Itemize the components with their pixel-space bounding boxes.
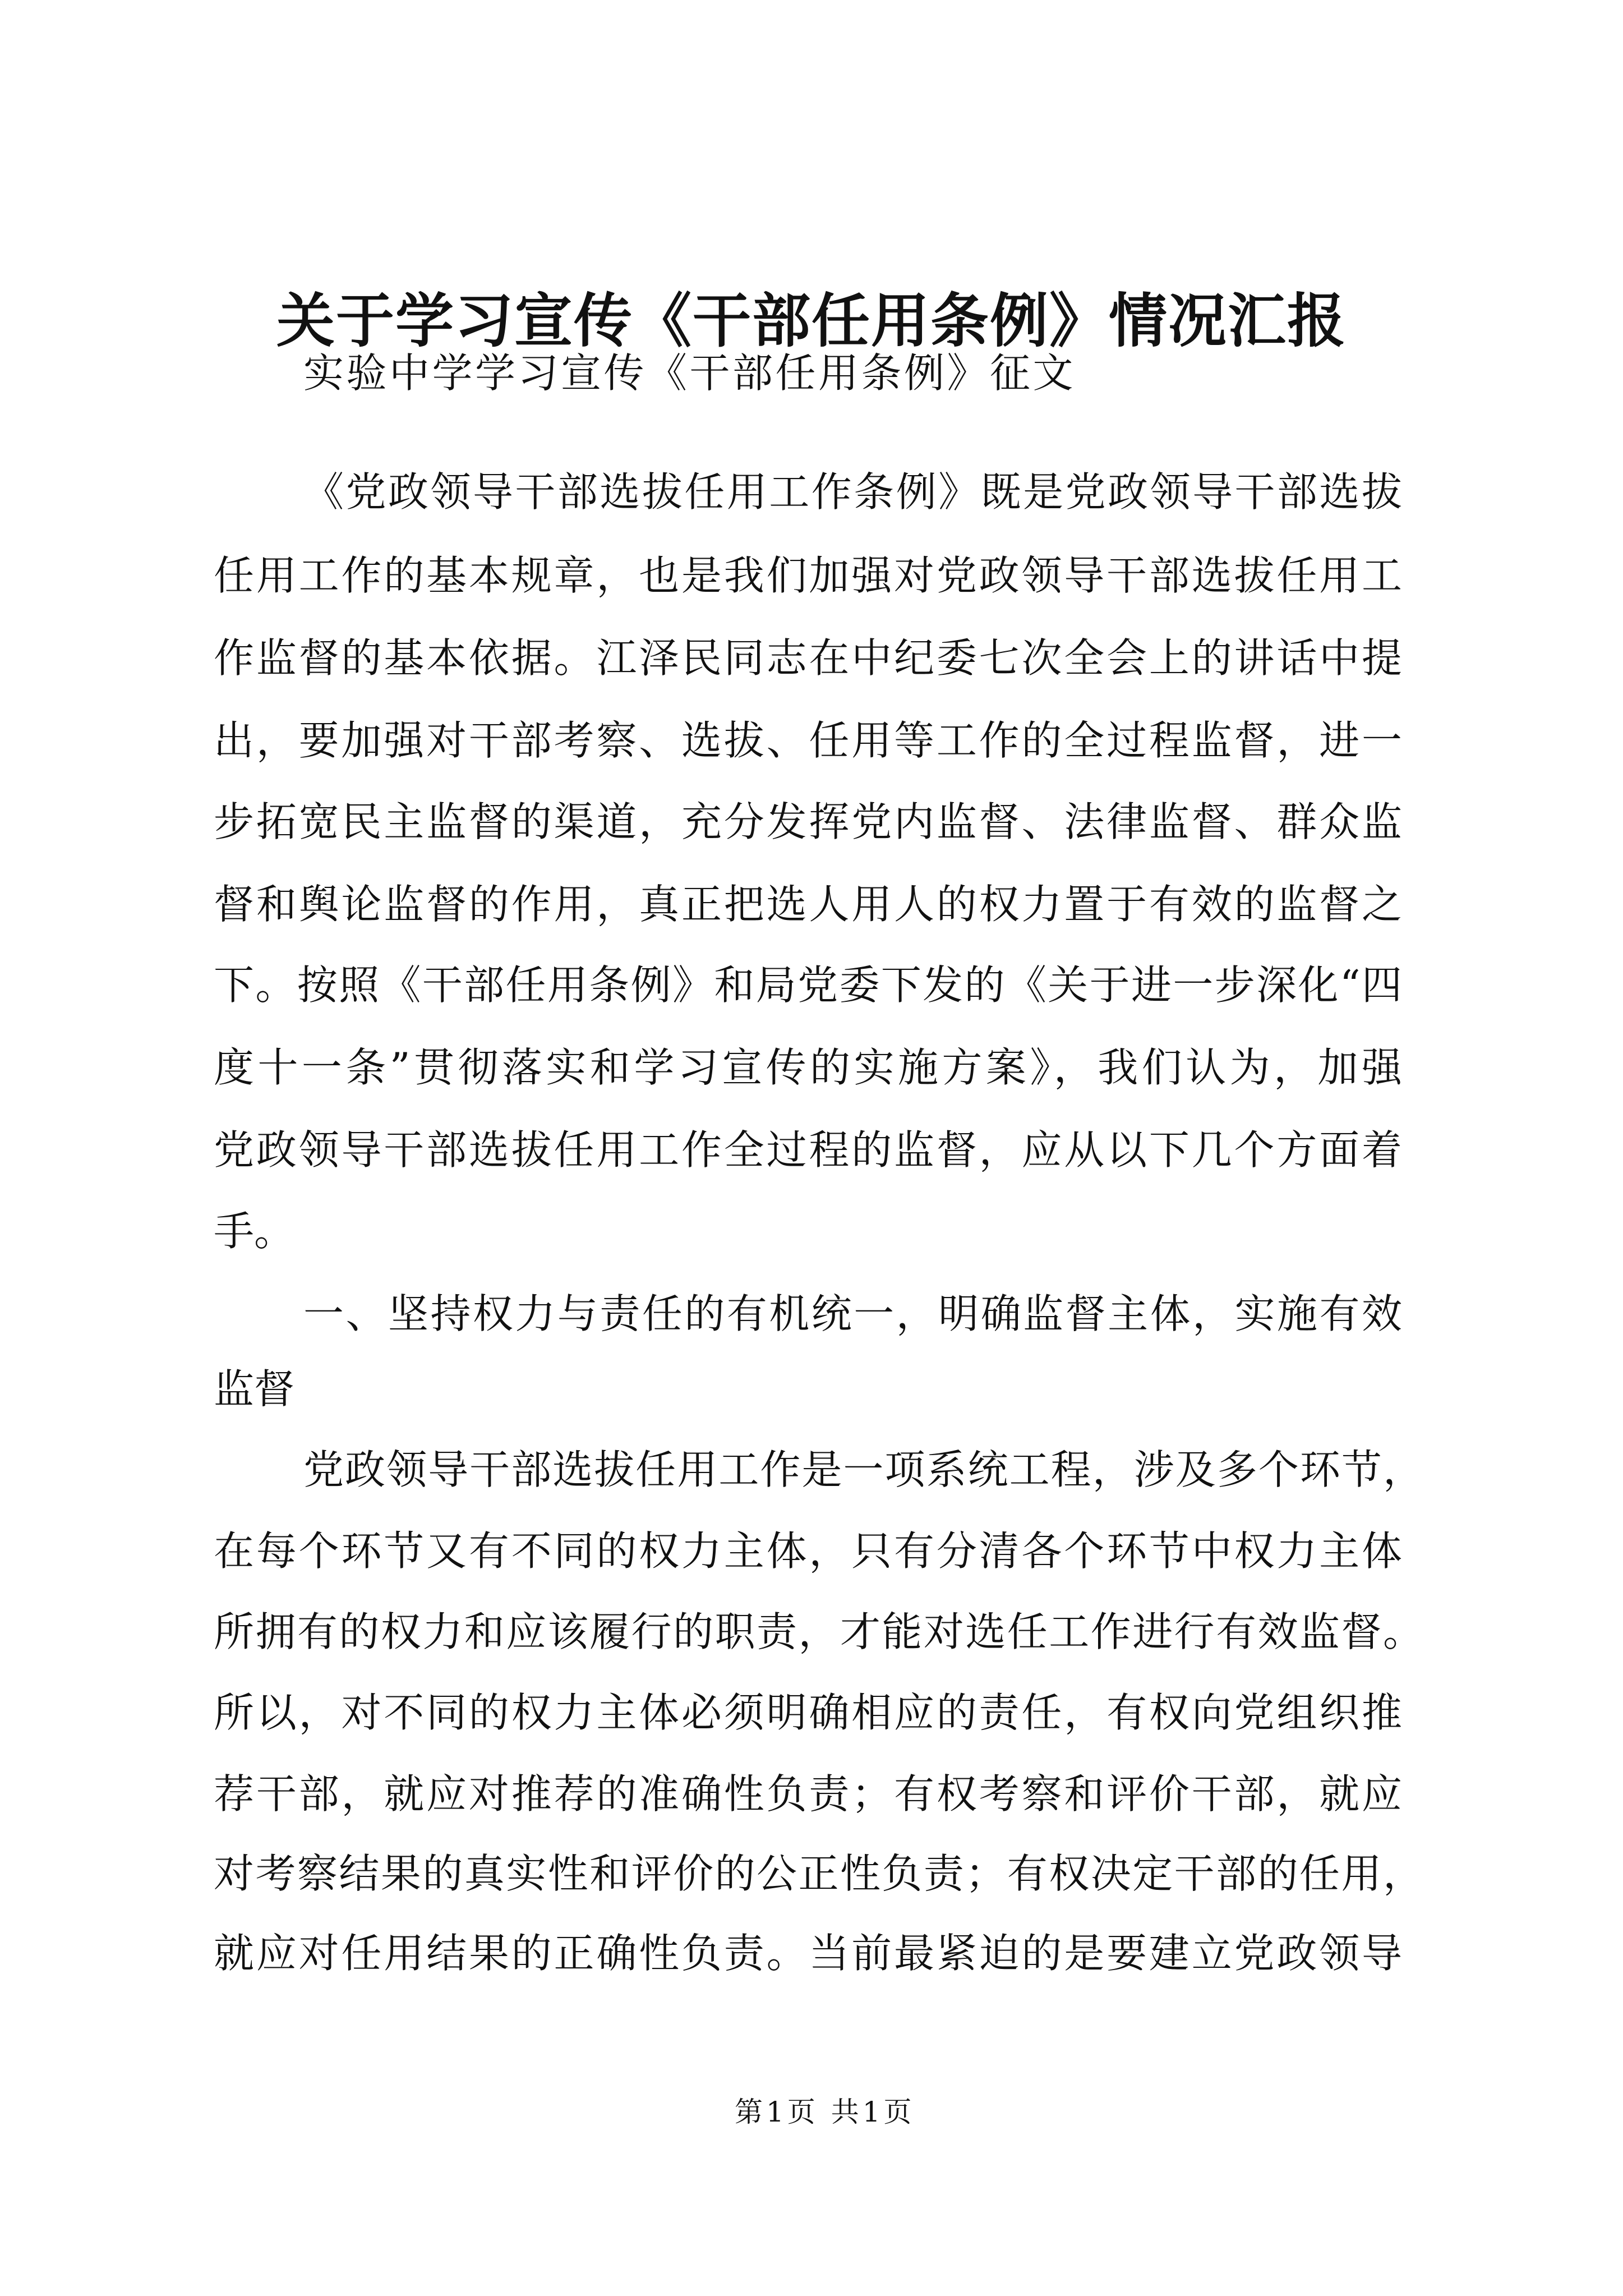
heading-line: 一、坚持权力与责任的有机统一，明确监督主体，实施有效: [303, 1290, 1402, 1337]
text-line: 度十一条”贯彻落实和学习宣传的实施方案》，我们认为，加强: [214, 1044, 1402, 1091]
text-line: 就应对任用结果的正确性负责。当前最紧迫的是要建立党政领导: [214, 1930, 1402, 1977]
text-line: 下。按照《干部任用条例》和局党委下发的《关于进一步深化“四: [214, 961, 1402, 1009]
text-line: 所拥有的权力和应该履行的职责，才能对选任工作进行有效监督。: [214, 1608, 1423, 1655]
text-line: 荐干部，就应对推荐的准确性负责；有权考察和评价干部，就应: [214, 1770, 1402, 1818]
document-title: 关于学习宣传《干部任用条例》情况汇报: [276, 286, 1347, 355]
text-line: 所以，对不同的权力主体必须明确相应的责任，有权向党组织推: [214, 1689, 1402, 1736]
text-line: 手。: [214, 1208, 295, 1255]
text-line: 党政领导干部选拔任用工作是一项系统工程，涉及多个环节，: [303, 1446, 1423, 1493]
text-line: 出，要加强对干部考察、选拔、任用等工作的全过程监督，进一: [214, 717, 1402, 764]
text-line: 对考察结果的真实性和评价的公正性负责；有权决定干部的任用，: [214, 1850, 1423, 1897]
text-line: 党政领导干部选拔任用工作全过程的监督，应从以下几个方面着: [214, 1126, 1402, 1174]
text-line: 作监督的基本依据。江泽民同志在中纪委七次全会上的讲话中提: [214, 634, 1402, 682]
text-line: 步拓宽民主监督的渠道，充分发挥党内监督、法律监督、群众监: [214, 798, 1402, 845]
text-line: 在每个环节又有不同的权力主体，只有分清各个环节中权力主体: [214, 1527, 1402, 1575]
document-subtitle: 实验中学学习宣传《干部任用条例》征文: [303, 349, 1076, 397]
page-footer: 第1页 共1页: [735, 2096, 915, 2128]
text-line: 任用工作的基本规章，也是我们加强对党政领导干部选拔任用工: [214, 552, 1402, 599]
text-line: 督和舆论监督的作用，真正把选人用人的权力置于有效的监督之: [214, 881, 1402, 928]
text-line: 《党政领导干部选拔任用工作条例》既是党政领导干部选拔: [303, 468, 1402, 516]
heading-line: 监督: [214, 1365, 295, 1412]
